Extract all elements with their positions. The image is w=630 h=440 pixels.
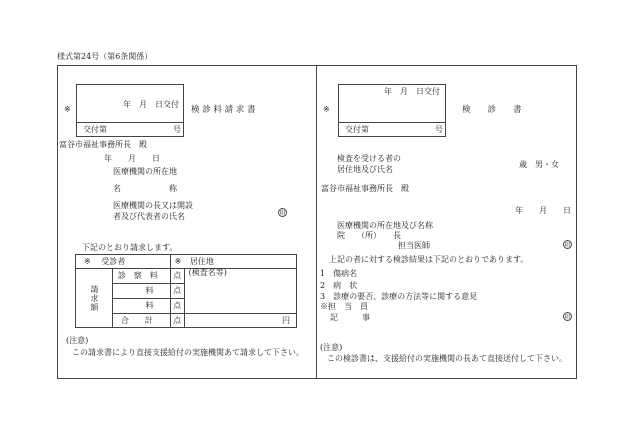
report-issue-number-label: 交付第 bbox=[345, 125, 369, 134]
claim-mark: ※ bbox=[64, 105, 71, 114]
amount-label-cell bbox=[76, 269, 113, 328]
form-header: 様式第24号（第6条関係） bbox=[57, 52, 153, 61]
patient-cell bbox=[76, 255, 171, 269]
institution-head-label-1: 医療機関の長又は開設 bbox=[113, 201, 193, 210]
claim-request-text: 下記のとおり請求します。 bbox=[82, 243, 178, 252]
result-text: 上記の者に対する検診結果は下記のとおりであります。 bbox=[329, 255, 529, 264]
claim-seal-icon: 印 bbox=[279, 210, 286, 217]
examinee-label-2: 居住地及び氏名 bbox=[337, 165, 393, 174]
result-item-3: 3 診療の要否、診療の方法等に関する意見 bbox=[320, 292, 478, 301]
claim-issue-box-divider bbox=[76, 122, 184, 123]
claim-date: 年 月 日 bbox=[104, 154, 160, 163]
report-mark: ※ bbox=[323, 105, 330, 114]
residence-cell bbox=[170, 255, 296, 269]
patient-mark: ※ bbox=[84, 256, 91, 266]
patient-label: 受診者 bbox=[101, 256, 126, 266]
doctor-label: 担当医師 bbox=[398, 241, 430, 250]
claim-addressee: 富谷市福祉事務所長 殿 bbox=[59, 140, 147, 149]
fee-row-1-label: 診 察 料 bbox=[112, 269, 170, 284]
fee-row-2-label: 料 bbox=[112, 284, 170, 299]
report-addressee: 富谷市福祉事務所長 殿 bbox=[321, 184, 409, 193]
claim-issue-number-suffix: 号 bbox=[173, 125, 181, 134]
institution-head-label-2: 者及び代表者の氏名 bbox=[113, 212, 185, 221]
exam-items-cell bbox=[184, 269, 296, 314]
total-yen: 円 bbox=[184, 314, 296, 328]
report-issue-box-divider bbox=[338, 122, 446, 123]
examinee-label-1: 検査を受ける者の bbox=[337, 154, 401, 163]
report-title: 検 診 書 bbox=[462, 105, 522, 115]
institution-name-label: 名 称 bbox=[113, 184, 177, 193]
report-note-label: (注意) bbox=[320, 343, 343, 352]
claim-table bbox=[75, 254, 297, 328]
staff-label: ※担 当 員 bbox=[320, 302, 368, 311]
fee-row-1-unit: 点 bbox=[170, 269, 184, 284]
result-item-1: 1 傷病名 bbox=[320, 269, 358, 278]
fee-row-3-unit: 点 bbox=[170, 299, 184, 314]
doctor-seal-icon: 印 bbox=[564, 242, 571, 249]
total-label: 合 計 bbox=[112, 314, 170, 328]
claim-title: 検 診 料 請 求 書 bbox=[191, 105, 256, 115]
exam-items-label: (検査名等) bbox=[188, 268, 227, 277]
report-issue-date: 年 月 日交付 bbox=[384, 87, 440, 96]
total-unit: 点 bbox=[170, 314, 184, 328]
claim-note-label: (注意) bbox=[66, 336, 89, 345]
age-sex-label: 歳 男・女 bbox=[519, 160, 559, 169]
center-divider bbox=[316, 65, 317, 379]
report-note-text: この検診書は、支援給付の実施機関の長あて直接送付して下さい。 bbox=[327, 354, 567, 363]
claim-note-text: この請求書により直接支援給付の実施機関あて請求して下さい。 bbox=[72, 348, 304, 357]
residence-label: 居住地 bbox=[189, 256, 214, 266]
residence-mark: ※ bbox=[174, 256, 182, 266]
result-item-2: 2 病 状 bbox=[320, 281, 358, 290]
institution-label: 医療機関の所在地及び名称 bbox=[337, 221, 433, 230]
fee-row-3-label: 料 bbox=[112, 299, 170, 314]
record-label: 記 事 bbox=[330, 313, 370, 322]
director-label: 院 （所） 長 bbox=[337, 231, 401, 240]
claim-issue-number-label: 交付第 bbox=[83, 125, 107, 134]
fee-row-2-unit: 点 bbox=[170, 284, 184, 299]
report-issue-number-suffix: 号 bbox=[435, 125, 443, 134]
staff-seal-icon: 印 bbox=[564, 314, 571, 321]
report-date: 年 月 日 bbox=[515, 206, 571, 215]
claim-issue-date: 年 月 日交付 bbox=[123, 100, 179, 109]
amount-label: 請求額 bbox=[89, 284, 99, 312]
institution-address-label: 医療機関の所在地 bbox=[113, 167, 177, 176]
